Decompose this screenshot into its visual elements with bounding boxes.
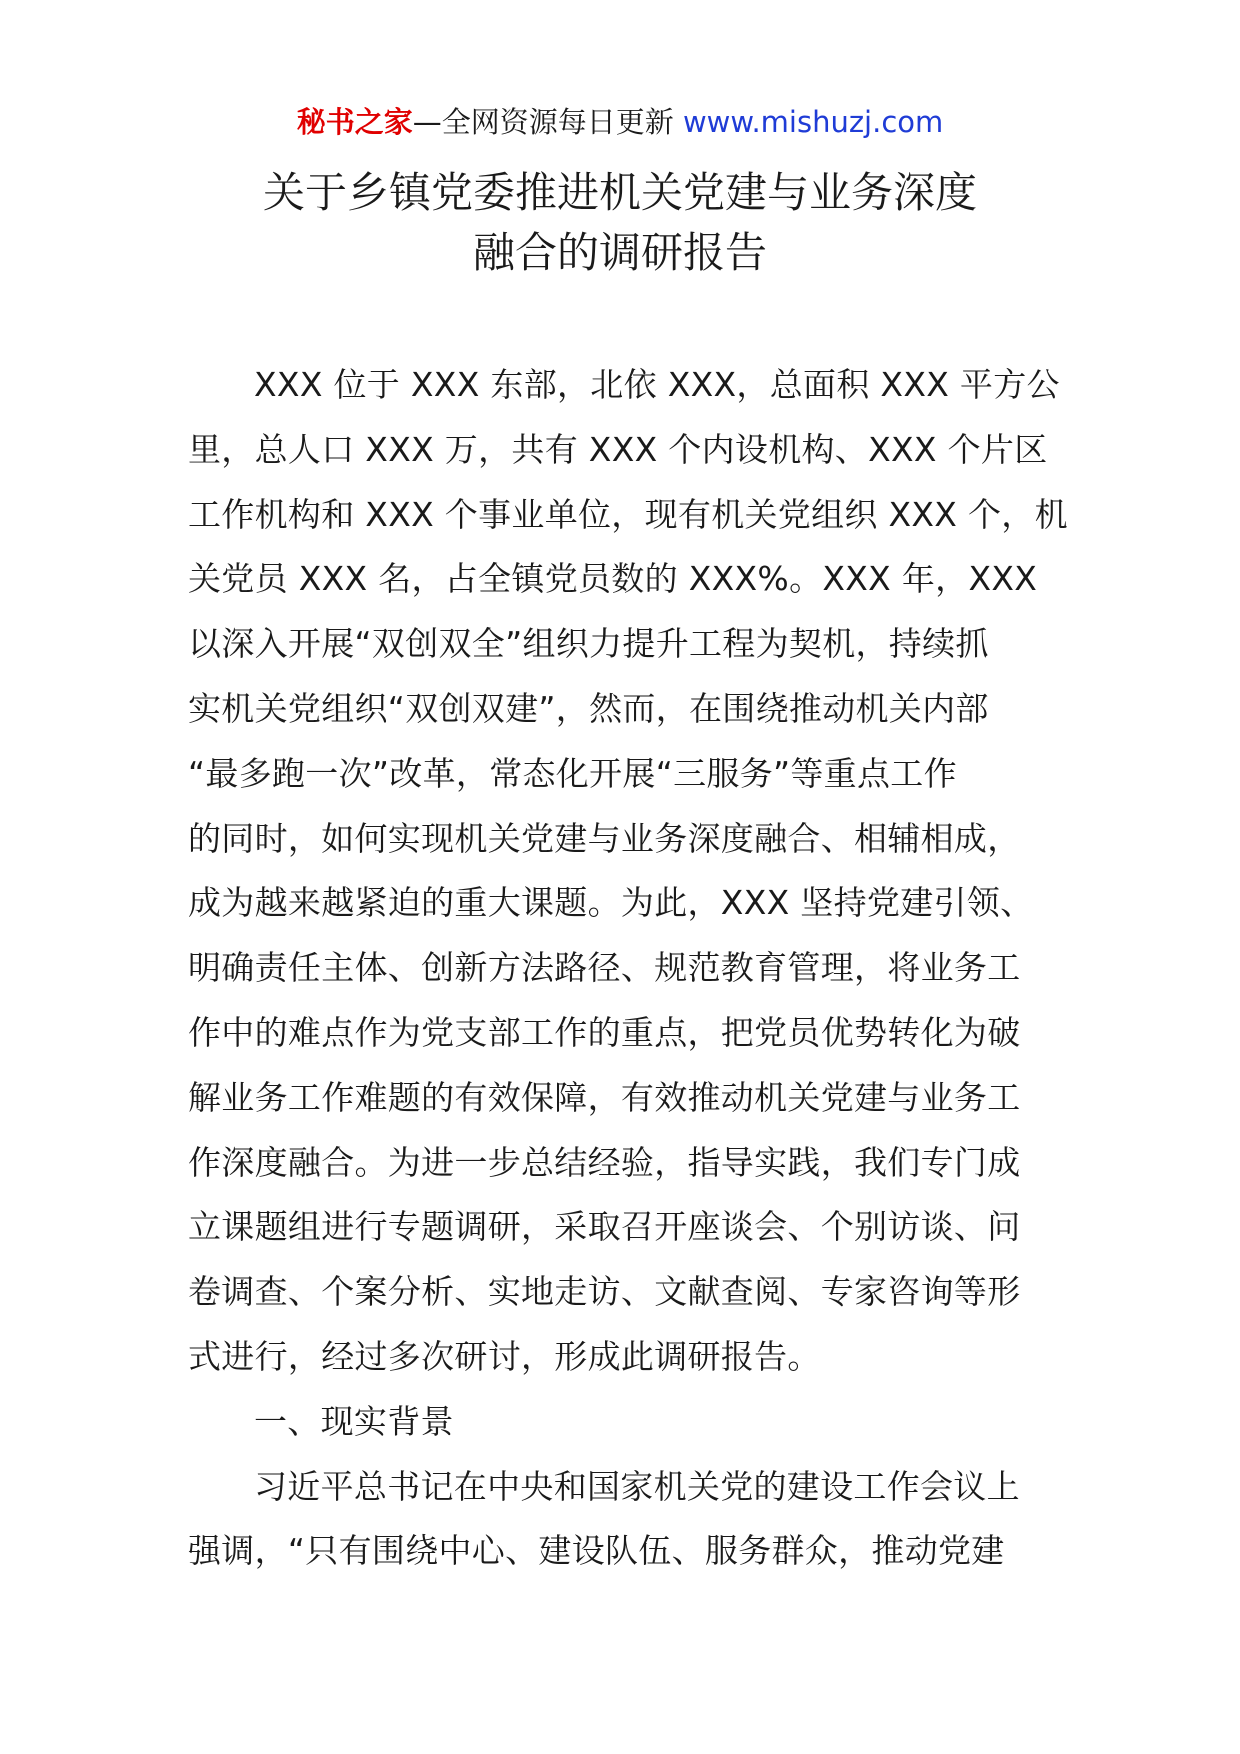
paragraph-line: 立课题组进行专题调研，采取召开座谈会、个别访谈、问 bbox=[188, 1207, 1021, 1247]
paragraph-line: 工作机构和 XXX 个事业单位，现有机关党组织 XXX 个，机 bbox=[188, 494, 1068, 534]
brand-name: 秘书之家 bbox=[296, 105, 413, 139]
paragraph-line: 作中的难点作为党支部工作的重点，把党员优势转化为破 bbox=[188, 1012, 1021, 1052]
paragraph-line: 的同时，如何实现机关党建与业务深度融合、相辅相成， bbox=[188, 818, 1021, 858]
title-line-1: 关于乡镇党委推进机关党建与业务深度 bbox=[262, 168, 977, 217]
paragraph-line: 里，总人口 XXX 万，共有 XXX 个内设机构、XXX 个片区 bbox=[188, 429, 1048, 469]
paragraph-line: 关党员 XXX 名，占全镇党员数的 XXX%。XXX 年，XXX bbox=[188, 559, 1038, 599]
site-url-link[interactable]: www.mishuzj.com bbox=[682, 105, 944, 139]
paragraph-line: 强调，“只有围绕中心、建设队伍、服务群众，推动党建 bbox=[188, 1531, 1005, 1571]
paragraph-line: XXX 位于 XXX 东部，北依 XXX，总面积 XXX 平方公 bbox=[254, 365, 1060, 404]
paragraph-line: 作深度融合。为进一步总结经验，指导实践，我们专门成 bbox=[188, 1142, 1021, 1182]
paragraph-line: 成为越来越紧迫的重大课题。为此，XXX 坚持党建引领、 bbox=[188, 883, 1034, 923]
section-heading: 一、现实背景 bbox=[254, 1401, 454, 1441]
title-line-2: 融合的调研报告 bbox=[472, 228, 767, 277]
document-title bbox=[120, 163, 1120, 283]
paragraph-line: 以深入开展“双创双全”组织力提升工程为契机，持续抓 bbox=[188, 624, 989, 664]
paragraph-line: 卷调查、个案分析、实地走访、文献查阅、专家咨询等形 bbox=[188, 1272, 1021, 1312]
paragraph-line: “最多跑一次”改革，常态化开展“三服务”等重点工作 bbox=[188, 753, 957, 793]
paragraph-line: 习近平总书记在中央和国家机关党的建设工作会议上 bbox=[254, 1466, 1020, 1506]
paragraph-line: 明确责任主体、创新方法路径、规范教育管理，将业务工 bbox=[188, 948, 1021, 988]
paragraph-line: 实机关党组织“双创双建”，然而，在围绕推动机关内部 bbox=[188, 688, 989, 728]
paragraph-line: 式进行，经过多次研讨，形成此调研报告。 bbox=[188, 1336, 821, 1376]
site-banner bbox=[0, 100, 1240, 144]
document-body bbox=[188, 353, 1068, 1584]
brand-tagline: —全网资源每日更新 bbox=[412, 105, 674, 139]
paragraph-line: 解业务工作难题的有效保障，有效推动机关党建与业务工 bbox=[188, 1077, 1021, 1117]
